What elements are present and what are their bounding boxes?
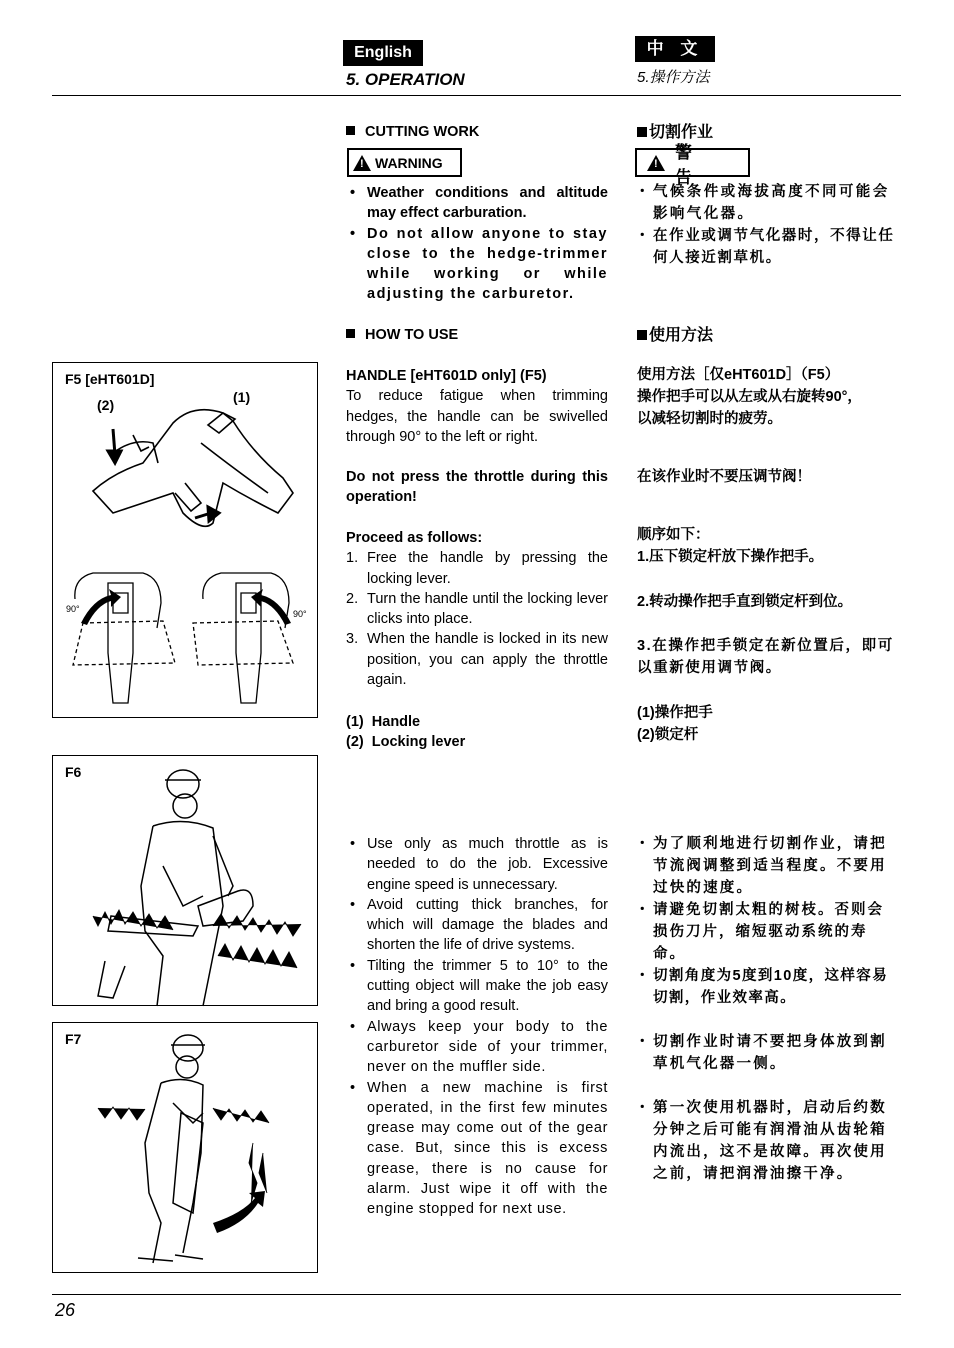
zh-how-to-use-title: 使用方法 <box>649 327 714 344</box>
en-cutting-work-title: CUTTING WORK <box>365 124 480 140</box>
zh-warning-item: ・ 气候条件或海拔高度不同可能会影响气化器。 <box>637 181 899 225</box>
zh-handle-text: 以减轻切割时的疲劳。 <box>637 411 782 427</box>
figure-f7 <box>52 1022 318 1273</box>
en-step-item <box>346 629 608 690</box>
angle-label-left: 90° <box>66 604 80 614</box>
zh-handle-section <box>637 364 899 430</box>
warning-triangle-icon <box>647 155 665 171</box>
operator-trimming-illustration <box>53 756 319 1007</box>
zh-tip-item: ・ 切割作业时请不要把身体放到割草机气化器一侧。 <box>637 1031 899 1075</box>
zh-legend-item: (2)锁定杆 <box>637 727 699 743</box>
step-text: Free the handle by pressing the locking lever. <box>367 550 608 587</box>
en-warning-item: • Do not allow anyone to stay close to the hedge-trimmer while working or while adjusting the carburetor. <box>346 224 608 305</box>
step-number: 1. <box>346 550 359 567</box>
callout-2: (2) <box>97 397 115 413</box>
en-warning-badge <box>347 148 462 177</box>
step-text: When the handle is locked in its new position, you can apply the throttle again. <box>367 631 608 689</box>
en-tip-item: • Always keep your body to the carburetor side of your trimmer, never on the muffler side. <box>346 1017 608 1078</box>
zh-tip-item: ・ 为了顺利地进行切割作业，请把节流阀调整到适当程度。不要用过快的速度。 <box>637 833 899 899</box>
zh-warning-badge <box>635 142 750 187</box>
step-number: 3. <box>346 631 359 648</box>
en-legend <box>346 712 608 753</box>
header-rule <box>52 95 901 96</box>
en-cutting-work-heading <box>346 122 608 142</box>
zh-cutting-work-title: 切割作业 <box>649 124 714 141</box>
zh-step-item: 2.转动操作把手直到锁定杆到位。 <box>637 594 853 610</box>
warning-triangle-icon <box>353 155 371 171</box>
zh-warning-label: 警 告 <box>675 142 706 187</box>
en-procedure <box>346 528 608 690</box>
zh-step-item: 3.在操作把手锁定在新位置后，即可以重新使用调节阀。 <box>637 638 894 676</box>
zh-legend-item: (1)操作把手 <box>637 705 713 721</box>
en-steps-list <box>346 548 608 690</box>
zh-tip-item: ・ 请避免切割太粗的树枝。否则会损伤刀片，缩短驱动系统的寿命。 <box>637 899 899 965</box>
figure-f5-label: F5 [eHT601D] <box>65 371 155 387</box>
square-bullet-icon <box>637 127 647 137</box>
en-legend-item: (1) Handle <box>346 714 421 730</box>
operator-vertical-trimming-illustration <box>53 1023 319 1274</box>
en-warning-label: WARNING <box>375 154 443 171</box>
handle-swivel-illustration <box>53 363 319 719</box>
square-bullet-icon <box>346 329 355 338</box>
step-number: 2. <box>346 590 359 607</box>
figure-f7-label: F7 <box>65 1031 82 1047</box>
zh-tips-list <box>637 833 899 1185</box>
zh-warning-item: ・ 在作业或调节气化器时，不得让任何人接近割草机。 <box>637 225 899 269</box>
zh-warning-list <box>637 181 899 269</box>
language-tag-chinese: 中 文 <box>635 36 715 62</box>
footer-rule <box>52 1294 901 1295</box>
en-tips-list <box>346 834 608 1220</box>
en-step-item <box>346 589 608 630</box>
en-handle-section <box>346 366 608 447</box>
en-legend-item: (2) Locking lever <box>346 734 466 751</box>
en-tip-item: • When a new machine is first operated, in the first few minutes grease may come out of the gear case. But, since this is excess grease, there is no cause for alarm. Just wipe it off with the engine stopped for next use. <box>346 1078 608 1220</box>
zh-throttle-warning: 在该作业时不要压调节阀！ <box>637 469 811 485</box>
zh-step-item: 1.压下锁定杆放下操作把手。 <box>637 549 824 565</box>
en-how-to-use-title: HOW TO USE <box>365 327 459 343</box>
figure-f6 <box>52 755 318 1006</box>
square-bullet-icon <box>346 126 355 135</box>
zh-handle-text: 操作把手可以从左或从右旋转90°， <box>637 389 862 405</box>
en-warning-list <box>346 183 608 305</box>
en-tip-item: • Tilting the trimmer 5 to 10° to the cutting object will make the job easy and bring a good result. <box>346 956 608 1017</box>
zh-tip-item: ・ 切割角度为5度到10度，这样容易切割，作业效率高。 <box>637 965 899 1009</box>
zh-procedure <box>637 524 899 568</box>
zh-how-to-use-heading <box>637 325 899 347</box>
section-title-english: 5. OPERATION <box>346 70 465 89</box>
en-how-to-use-heading <box>346 325 608 345</box>
callout-1: (1) <box>233 389 251 405</box>
figure-f5 <box>52 362 318 718</box>
zh-legend <box>637 702 899 746</box>
page-number: 26 <box>55 1300 76 1320</box>
zh-proceed-label: 顺序如下： <box>637 527 710 543</box>
square-bullet-icon <box>637 330 647 340</box>
language-tag-english: English <box>343 40 423 66</box>
section-title-chinese: 5.操作方法 <box>637 69 710 86</box>
en-throttle-warning: Do not press the throttle during this operation! <box>346 469 608 506</box>
zh-tip-item: ・ 第一次使用机器时，启动后约数分钟之后可能有润滑油从齿轮箱内流出，这不是故障。再次使用之前，请把润滑油擦干净。 <box>637 1097 899 1185</box>
zh-handle-title: 使用方法［仅eHT601D］（F5） <box>637 367 840 383</box>
en-tip-item: • Avoid cutting thick branches, for which will damage the blades and shorten the life of drive systems. <box>346 895 608 956</box>
en-warning-item: • Weather conditions and altitude may effect carburation. <box>346 183 608 224</box>
en-step-item <box>346 548 608 589</box>
figure-f6-label: F6 <box>65 764 82 780</box>
en-handle-title: HANDLE [eHT601D only] (F5) <box>346 368 547 384</box>
step-text: Turn the handle until the locking lever clicks into place. <box>367 590 608 628</box>
en-proceed-label: Proceed as follows: <box>346 530 483 546</box>
en-tip-item: • Use only as much throttle as is needed to do the job. Excessive engine speed is unnecessary. <box>346 834 608 895</box>
en-handle-text: To reduce fatigue when trimming hedges, the handle can be swivelled through 90° to the left or right. <box>346 388 608 445</box>
angle-label-right: 90° <box>293 609 307 619</box>
